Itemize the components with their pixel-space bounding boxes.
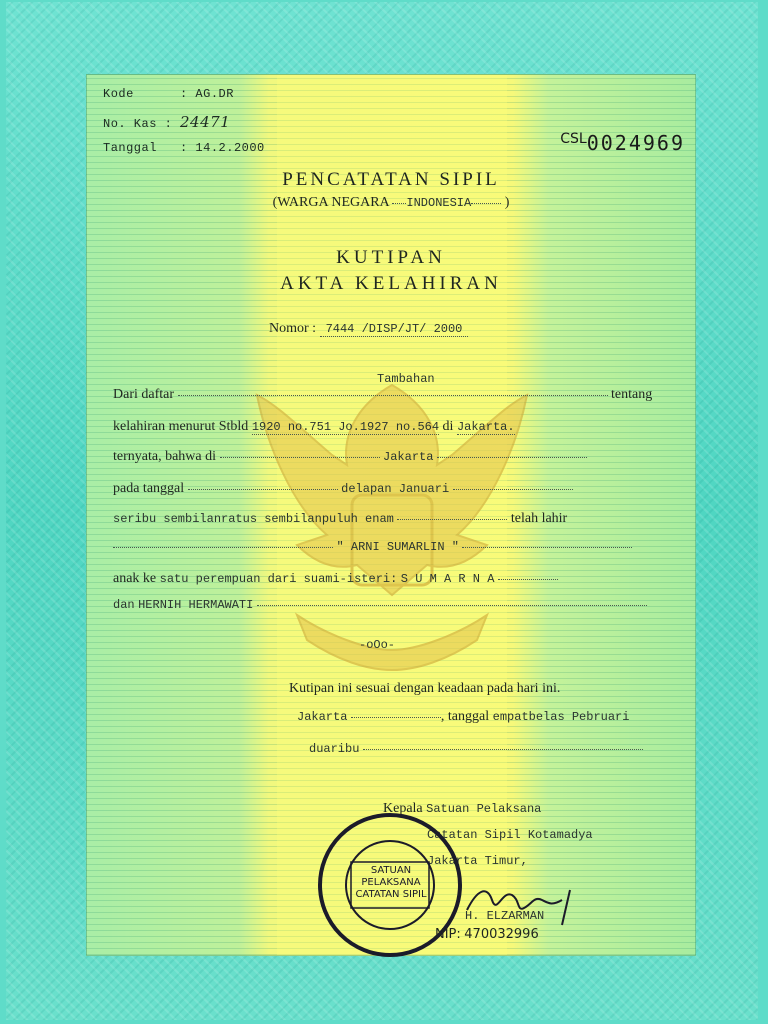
kepala-row: Kepala Satuan Pelaksana <box>383 801 542 816</box>
dari-daftar-row: Dari daftar tentang <box>113 387 653 402</box>
title-warga-negara: (WARGA NEGARA INDONESIA ) <box>272 195 510 210</box>
kutipan-statement: Kutipan ini sesuai dengan keadaan pada hari ini. <box>289 681 561 696</box>
certificate-paper <box>86 74 696 956</box>
jabatan2-row: Catatan Sipil Kotamadya <box>427 828 593 842</box>
nomor-row: Nomor : 7444 /DISP/JT/ 2000 <box>269 321 468 337</box>
stamp-center-text: SATUAN PELAKSANA CATATAN SIPIL <box>355 865 427 900</box>
tahun-row: seribu sembilanratus sembilanpuluh enam telah lahir <box>113 511 568 526</box>
kode-row: Kode : AG.DR <box>103 87 234 101</box>
title-akta-kelahiran: AKTA KELAHIRAN <box>280 273 502 294</box>
kelahiran-row: kelahiran menurut Stbld 1920 no.751 Jo.1927 no.564 di Jakarta. <box>113 419 515 434</box>
kota-tanggal-row: Jakarta , tanggal empatbelas Pebruari <box>297 709 630 724</box>
certificate-border <box>6 2 758 1020</box>
end-mark: -oOo- <box>359 638 396 652</box>
nip-row: NIP: 470032996 <box>435 927 539 942</box>
tahun-terbit-row: duaribu <box>309 741 643 757</box>
title-pencatatan-sipil: PENCATATAN SIPIL <box>282 169 500 190</box>
pada-tanggal-row: pada tanggal delapan Januari <box>113 481 573 497</box>
nokas-row: No. Kas : 24471 <box>103 113 231 131</box>
signatory-name: H. ELZARMAN <box>465 909 545 923</box>
nama-row: " ARNI SUMARLIN " <box>113 539 632 555</box>
tambahan-value: Tambahan <box>377 372 435 386</box>
serial-number: CSL0024969 <box>560 131 685 155</box>
ternyata-row: ternyata, bahwa di Jakarta <box>113 449 587 465</box>
jabatan3-row: Jakarta Timur, <box>427 854 528 868</box>
title-kutipan: KUTIPAN <box>336 247 446 268</box>
tanggal-row: Tanggal : 14.2.2000 <box>103 141 265 155</box>
ibu-row: dan HERNIH HERMAWATI <box>113 597 647 613</box>
anak-ke-row: anak ke satu perempuan dari suami-isteri: S U M A R N A <box>113 571 558 587</box>
